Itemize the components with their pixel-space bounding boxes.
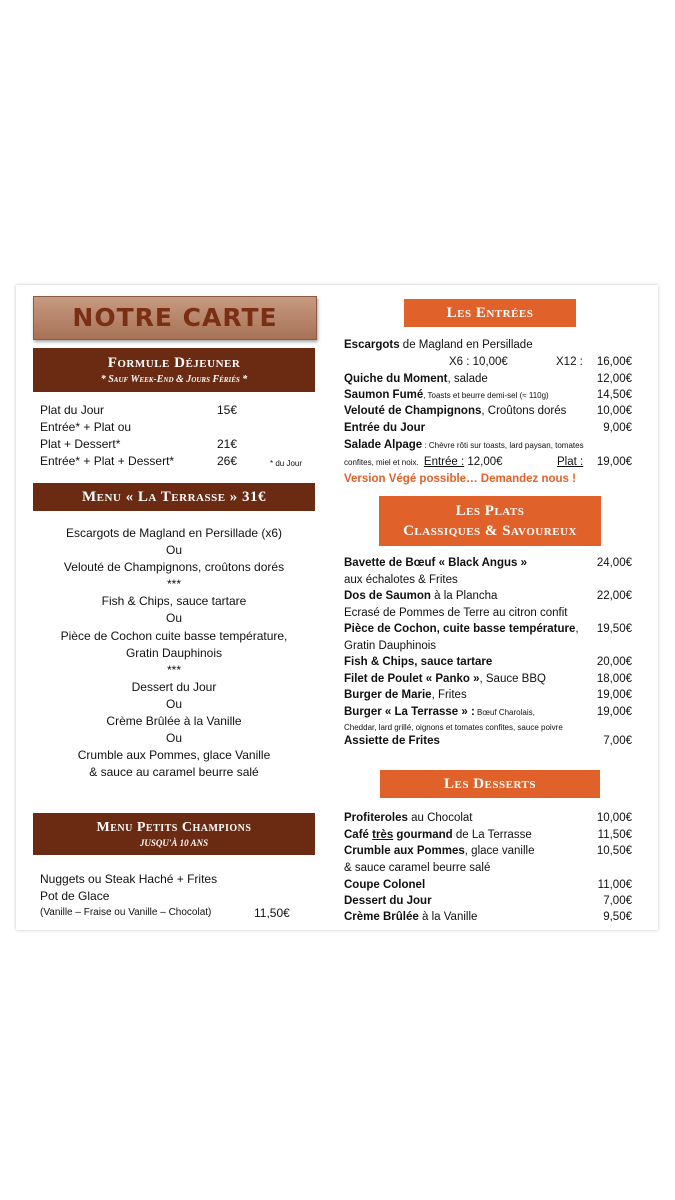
- plats-title-2: Classiques & Savoureux: [403, 523, 577, 539]
- entree-item: Quiche du Moment, salade 12,00€: [344, 373, 632, 385]
- terrasse-header: [33, 483, 315, 511]
- dessert-item: Café très gourmand de La Terrasse 11,50€: [344, 829, 632, 841]
- formule-subtitle: * Sauf Week-End & Jours Fériés *: [100, 374, 248, 385]
- formule-title: Formule Déjeuner: [107, 355, 241, 371]
- entrees-header: [404, 299, 576, 327]
- entree-item: Escargots de Magland en Persillade: [344, 339, 533, 351]
- desserts-header: [380, 770, 600, 798]
- dessert-item: Crumble aux Pommes, glace vanille 10,50€: [344, 845, 632, 857]
- plat-item: Fish & Chips, sauce tartare 20,00€: [344, 656, 632, 668]
- terrasse-lines: Escargots de Magland en Persillade (x6) Ou Velouté de Champignons, croûtons dorés *** Fish & Chips, sauce tartare Ou Pièce de Cochon cuite basse température, Gratin Dauphinois *** Dessert du Jour Ou Crème Brûlée à la Vanille Ou Crumble aux Pommes, glace Vanille & sauce au caramel beurre salé: [60, 526, 288, 780]
- vege-note: Version Végé possible… Demandez nous !: [344, 473, 576, 485]
- formule-row: Entrée* + Plat + Dessert* 26€ * du Jour: [40, 453, 310, 469]
- formule-row: Plat du Jour 15€: [40, 403, 238, 417]
- plat-sub: Gratin Dauphinois: [344, 640, 437, 652]
- plat-item: Burger « La Terrasse » : Bœuf Charolais, 19,00€: [344, 706, 632, 718]
- plats-title-1: Les Plats: [455, 503, 525, 519]
- entree-item: Velouté de Champignons, Croûtons dorés 10,00€: [344, 405, 632, 417]
- terrasse-title: Menu « La Terrasse » 31€: [81, 489, 267, 505]
- plat-item: Burger de Marie, Frites 19,00€: [344, 689, 632, 701]
- formule-row: Plat + Dessert* 21€: [40, 437, 238, 451]
- formule-row: Entrée* + Plat ou: [40, 420, 132, 434]
- desserts-title: Les Desserts: [444, 776, 536, 792]
- plat-item: Assiette de Frites 7,00€: [344, 735, 632, 747]
- champions-price: 11,50€: [254, 906, 290, 920]
- champions-line: (Vanille – Fraise ou Vanille – Chocolat): [40, 907, 212, 918]
- entree-item: confites, miel et noix. Entrée : 12,00€ Plat : 19,00€: [344, 456, 632, 468]
- plat-sub: Cheddar, lard grillé, oignons et tomates confites, sauce poivre: [344, 723, 563, 732]
- plat-item: Bavette de Bœuf « Black Angus » 24,00€: [344, 557, 632, 569]
- entree-item: X6 : 10,00€ X12 : 16,00€: [449, 356, 632, 368]
- dessert-sub: & sauce caramel beurre salé: [344, 862, 491, 874]
- entree-item: Saumon Fumé, Toasts et beurre demi-sel (≈ 110g) 14,50€: [344, 389, 632, 401]
- champions-subtitle: JUSQU'À 10 ANS: [139, 838, 209, 848]
- plat-item: Filet de Poulet « Panko », Sauce BBQ 18,00€: [344, 673, 632, 685]
- formule-header: [33, 348, 315, 392]
- champions-title: Menu Petits Champions: [96, 820, 252, 835]
- entree-item: Salade Alpage : Chèvre rôti sur toasts, lard paysan, tomates: [344, 439, 584, 451]
- plat-item: Pièce de Cochon, cuite basse température, 19,50€: [344, 623, 632, 635]
- entrees-title: Les Entrées: [446, 305, 534, 321]
- notre-carte-banner: [33, 296, 317, 340]
- dessert-item: Dessert du Jour 7,00€: [344, 895, 632, 907]
- plat-sub: aux échalotes & Frites: [344, 574, 458, 586]
- champions-header: [33, 813, 315, 855]
- plat-sub: Ecrasé de Pommes de Terre au citron confit: [344, 607, 568, 619]
- dessert-item: Crème Brûlée à la Vanille 9,50€: [344, 911, 632, 923]
- formule-note: * du Jour: [270, 459, 303, 468]
- entree-item: Entrée du Jour 9,00€: [344, 422, 632, 434]
- page-title: NOTRE CARTE: [72, 303, 278, 332]
- menu-sheet: [16, 285, 658, 930]
- dessert-item: Coupe Colonel 11,00€: [344, 879, 632, 891]
- champions-line: Pot de Glace: [40, 889, 110, 903]
- champions-line: Nuggets ou Steak Haché + Frites: [40, 872, 218, 886]
- plat-item: Dos de Saumon à la Plancha 22,00€: [344, 590, 632, 602]
- dessert-item: Profiteroles au Chocolat 10,00€: [344, 812, 632, 824]
- plats-header: [379, 496, 601, 546]
